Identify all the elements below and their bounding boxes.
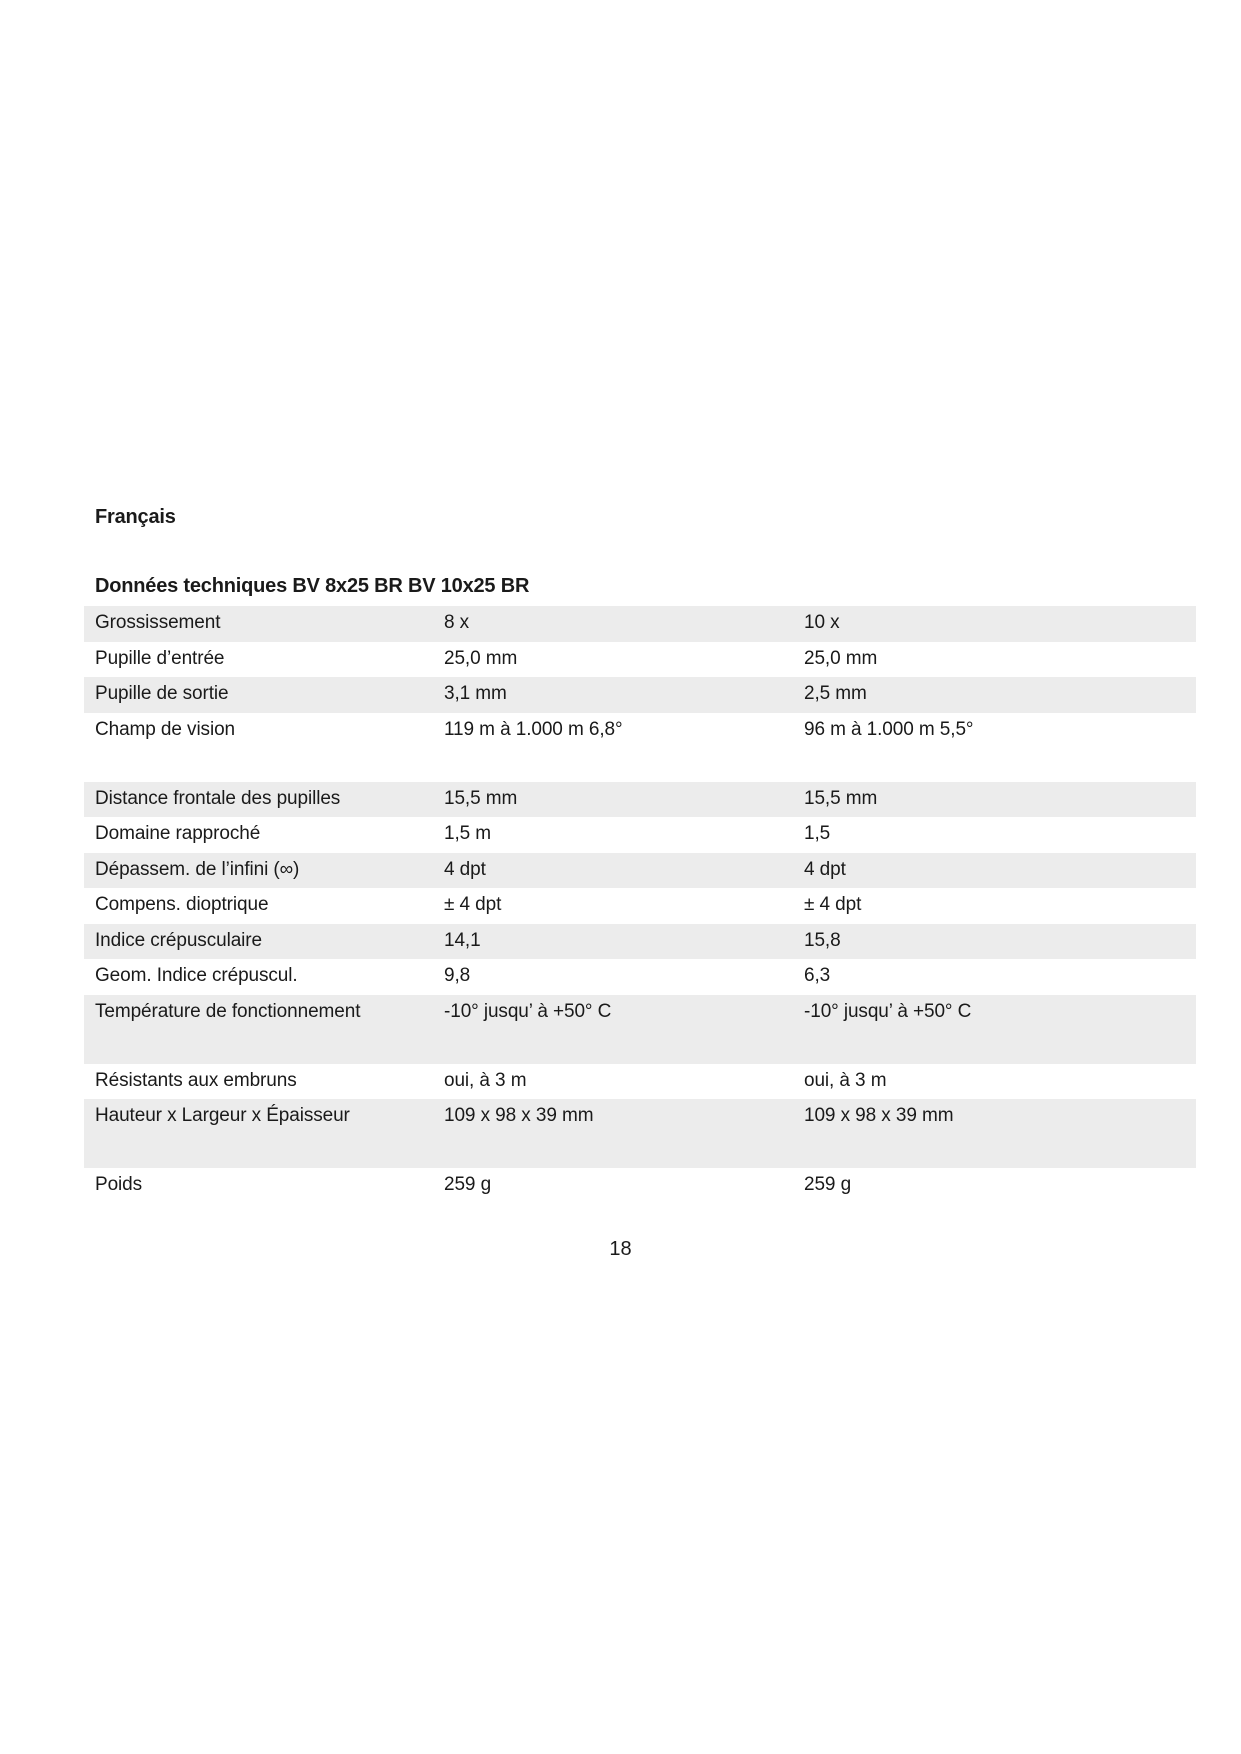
spec-value-10x25: 1,5 [804,823,831,844]
spec-value-8x25: 4 dpt [444,858,486,880]
spec-label: Distance frontale des pupilles [95,787,341,809]
spec-value-8x25: 3,1 mm [444,683,507,704]
spec-value-10x25: 6,3 [804,965,831,986]
spec-label: Geom. Indice crépuscul. [95,965,298,986]
table-row [84,713,1196,782]
spec-value-8x25: 25,0 mm [444,647,518,669]
spec-label: Pupille d’entrée [95,647,225,669]
table-row [84,924,1196,960]
spec-value-10x25: 15,8 [804,929,841,951]
page-number: 18 [609,1238,632,1260]
spec-value-8x25: 8 x [444,612,470,633]
language-label: Français [95,506,176,528]
table-row [84,817,1196,853]
spec-value-8x25: -10° jusqu’ à +50° C [444,1000,612,1022]
spec-value-8x25: 119 m à 1.000 m 6,8° [444,718,623,740]
table-row [84,1099,1196,1168]
spec-label: Dépassem. de l’infini (∞) [95,858,300,880]
spec-value-8x25: 1,5 m [444,823,492,844]
spec-label: Indice crépusculaire [95,929,262,951]
spec-value-10x25: ± 4 dpt [804,894,862,915]
table-row [84,888,1196,924]
spec-label: Grossissement [95,612,221,633]
spec-value-8x25: 259 g [444,1174,492,1195]
table-row [84,959,1196,995]
spec-value-10x25: 2,5 mm [804,683,867,704]
spec-value-8x25: 14,1 [444,929,481,951]
table-row [84,995,1196,1064]
spec-label: Compens. dioptrique [95,894,269,915]
spec-value-10x25: 96 m à 1.000 m 5,5° [804,718,974,740]
table-row [84,1168,1196,1204]
spec-value-10x25: 4 dpt [804,858,846,880]
spec-value-8x25: 15,5 mm [444,787,518,809]
spec-label: Résistants aux embruns [95,1069,297,1091]
table-row [84,606,1196,642]
spec-value-10x25: oui, à 3 m [804,1069,887,1091]
spec-label: Poids [95,1174,143,1195]
table-row [84,642,1196,678]
spec-label: Champ de vision [95,718,236,740]
spec-label: Hauteur x Largeur x Épaisseur [95,1105,350,1126]
spec-value-8x25: oui, à 3 m [444,1069,527,1091]
spec-label: Pupille de sortie [95,683,229,704]
spec-value-10x25: 10 x [804,612,840,633]
spec-value-10x25: 259 g [804,1174,852,1195]
spec-label: Température de fonctionnement [95,1000,361,1022]
spec-label: Domaine rapproché [95,823,261,844]
spec-value-8x25: ± 4 dpt [444,894,502,915]
spec-value-10x25: 15,5 mm [804,787,878,809]
table-row [84,853,1196,889]
table-row [84,782,1196,818]
spec-value-8x25: 109 x 98 x 39 mm [444,1105,594,1126]
spec-value-10x25: 109 x 98 x 39 mm [804,1105,954,1126]
spec-table [84,606,1196,1204]
spec-value-10x25: -10° jusqu’ à +50° C [804,1000,972,1022]
table-row [84,1064,1196,1100]
spec-value-8x25: 9,8 [444,965,471,986]
spec-value-10x25: 25,0 mm [804,647,878,669]
table-row [84,677,1196,713]
section-heading: Données techniques BV 8x25 BR BV 10x25 BR [95,575,530,597]
